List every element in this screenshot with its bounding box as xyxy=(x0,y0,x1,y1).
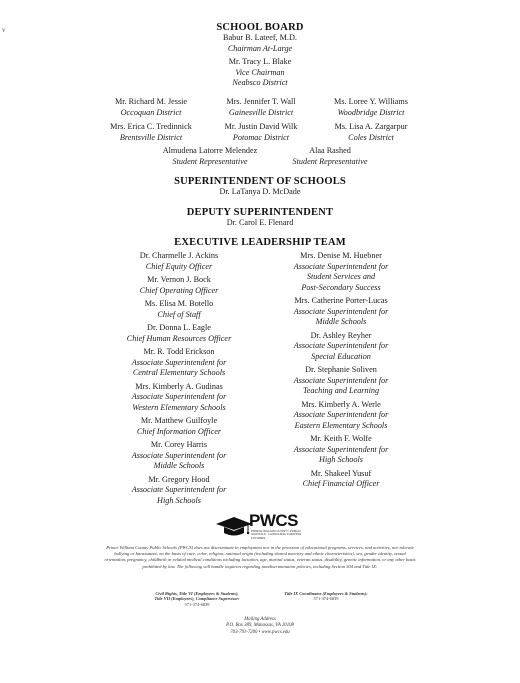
member-name: Ms. Loree Y. Williams xyxy=(334,97,408,106)
leader-entry xyxy=(124,299,234,320)
leader-title: Associate Superintendent for xyxy=(131,450,227,460)
leader-entry xyxy=(124,416,234,437)
board-row-2 xyxy=(96,122,426,143)
leader-name: Ms. Elisa M. Botello xyxy=(144,299,214,308)
title-ix-contact xyxy=(266,591,386,602)
leader-entry xyxy=(124,251,234,272)
leader-title: Associate Superintendent for xyxy=(293,341,389,350)
leader-name: Dr. Charmelle J. Ackins xyxy=(139,251,219,260)
board-member xyxy=(96,97,206,118)
leader-name: Dr. Ashley Reyher xyxy=(310,330,372,340)
executive-right-column xyxy=(286,251,396,493)
leader-entry xyxy=(286,365,396,397)
chair-name: Babur B. Lateef, M.D. xyxy=(223,33,297,42)
leader-entry xyxy=(286,251,396,293)
leader-entry xyxy=(286,469,396,490)
board-member xyxy=(316,122,426,143)
leader-name: Mr. Shakeel Yusuf xyxy=(310,468,372,478)
leader-title: Associate Superintendent for xyxy=(293,410,389,419)
superintendent-block xyxy=(0,176,520,198)
executive-left-column xyxy=(124,251,234,509)
member-district: Occoquan District xyxy=(120,107,182,117)
superintendent-name: Dr. LaTanya D. McDade xyxy=(219,187,301,196)
vice-chair-name: Mr. Tracy L. Blake xyxy=(228,57,292,66)
corner-mark: v xyxy=(2,26,6,34)
leader-entry xyxy=(124,440,234,472)
school-board-header-block xyxy=(0,22,520,89)
member-name: Mr. Richard M. Jessie xyxy=(114,97,188,106)
leader-entry xyxy=(124,475,234,507)
vice-chair-district: Neabsco District xyxy=(232,78,288,87)
mailing-line-1: P.O. Box 389, Manassas, VA 20108 xyxy=(226,623,294,629)
contact-phone: 571-374-6839 xyxy=(184,601,210,607)
student-rep xyxy=(150,146,270,167)
vice-chair-title: Vice Chairman xyxy=(235,67,285,77)
contact-title: Title IX Coordinator (Employees & Students): xyxy=(284,591,368,596)
leader-title: Associate Superintendent for xyxy=(131,357,227,367)
student-name: Alaa Rashed xyxy=(309,146,351,155)
leader-title: Associate Superintendent for xyxy=(293,306,389,316)
student-title: Student Representative xyxy=(172,156,248,166)
leader-name: Mr. Keith F. Wolfe xyxy=(310,434,372,443)
leader-title: High Schools xyxy=(157,495,201,505)
leader-name: Mrs. Denise M. Huebner xyxy=(300,251,382,260)
executive-heading-block xyxy=(0,237,520,248)
member-name: Mrs. Jennifer T. Wall xyxy=(226,97,296,106)
leader-entry xyxy=(124,382,234,414)
nondiscrimination-statement: Prince William County Public Schools (PWCS) does not discriminate in employment nor in the provision of educational programs, services, and activities, nor tolerate bullying or harassment, on the basis of race, color, religion, national origin (including shared ancestry and ethnic characteristics), sex, gender identity, sexual orientation, pregnancy, childbirth or related medical conditions including lactation, age, marital status, veteran status, disability, genetic information, or any other basis prohibited by law. The following will handle inquiries regarding nondiscrimination policies, including Section 504 and Title IX: xyxy=(104,545,416,569)
leader-entry xyxy=(286,434,396,466)
board-member xyxy=(206,122,316,143)
leader-name: Mr. Vernon J. Bock xyxy=(147,275,211,284)
leader-name: Mrs. Kimberly A. Werle xyxy=(301,399,381,409)
member-name: Mrs. Erica C. Tredinnick xyxy=(110,122,192,131)
member-district: Potomac District xyxy=(232,132,290,142)
board-member xyxy=(206,97,316,118)
school-board-heading: SCHOOL BOARD xyxy=(216,22,304,33)
executive-heading: EXECUTIVE LEADERSHIP TEAM xyxy=(174,237,346,248)
leader-title: High Schools xyxy=(319,455,363,464)
leader-title: Associate Superintendent for xyxy=(131,392,227,401)
leader-name: Mr. Gregory Hood xyxy=(148,474,210,484)
mailing-label: Mailing Address xyxy=(244,617,276,622)
leader-name: Mrs. Kimberly A. Gudinas xyxy=(135,381,223,391)
pwcs-logo-subtitle: PRINCE WILLIAM COUNTY PUBLIC SCHOOLS · LAUNCHING THRIVING FUTURES xyxy=(251,529,302,540)
student-title: Student Representative xyxy=(292,156,368,166)
member-name: Ms. Lisa A. Zargarpur xyxy=(334,122,408,131)
student-name: Almudena Latorre Melendez xyxy=(162,146,258,155)
board-member xyxy=(316,97,426,118)
leader-name: Mr. Corey Harris xyxy=(150,440,208,449)
leader-entry xyxy=(286,296,396,328)
mailing-line-2: 703-791-7200 • www.pwcs.edu xyxy=(230,629,290,635)
civil-rights-contact xyxy=(132,591,262,607)
deputy-heading: DEPUTY SUPERINTENDENT xyxy=(186,207,334,218)
leader-name: Mrs. Catherine Porter-Lucas xyxy=(294,296,388,305)
leader-title: Eastern Elementary Schools xyxy=(294,420,388,430)
mailing-address xyxy=(190,617,330,636)
leader-entry xyxy=(286,331,396,363)
member-district: Coles District xyxy=(348,132,394,142)
leader-title: Chief Human Resources Officer xyxy=(126,333,232,343)
leader-title: Chief of Staff xyxy=(157,309,201,319)
leader-entry xyxy=(124,347,234,379)
leader-name: Dr. Donna L. Eagle xyxy=(147,323,211,332)
leader-title: Student Services and xyxy=(306,272,376,281)
leader-title: Central Elementary Schools xyxy=(132,368,226,377)
deputy-block xyxy=(0,207,520,229)
student-representatives xyxy=(150,146,390,167)
deputy-name: Dr. Carol E. Flenard xyxy=(226,218,294,227)
leader-title: Middle Schools xyxy=(153,461,205,470)
board-row-1 xyxy=(96,97,426,118)
member-name: Mr. Justin David Wilk xyxy=(224,122,298,131)
leader-title: Chief Equity Officer xyxy=(145,261,213,271)
contact-title: Title VII (Employees), Compliance Supervisor: xyxy=(154,596,240,602)
leader-title: Special Education xyxy=(311,351,371,361)
member-district: Gainesville District xyxy=(228,107,294,117)
leader-title: Associate Superintendent for xyxy=(293,261,389,271)
leader-title: Associate Superintendent for xyxy=(293,444,389,454)
leader-entry xyxy=(286,400,396,432)
contact-phone: 571-374-6839 xyxy=(313,596,339,602)
leader-title: Middle Schools xyxy=(315,317,367,326)
leader-name: Mr. Matthew Guilfoyle xyxy=(140,416,218,425)
student-rep xyxy=(270,146,390,167)
leader-entry xyxy=(124,275,234,296)
leader-title: Post-Secondary Success xyxy=(301,282,381,292)
leader-name: Dr. Stephanie Soliven xyxy=(305,365,377,374)
leader-title: Associate Superintendent for xyxy=(131,485,227,494)
superintendent-heading: SUPERINTENDENT OF SCHOOLS xyxy=(174,176,346,187)
leader-title: Western Elementary Schools xyxy=(132,402,226,412)
leader-title: Chief Operating Officer xyxy=(139,285,219,295)
leader-title: Associate Superintendent for xyxy=(293,375,389,385)
contact-title: Civil Rights, Title VI (Employees & Students), xyxy=(155,591,239,596)
board-member xyxy=(96,122,206,143)
leader-name: Mr. R. Todd Erickson xyxy=(143,347,215,356)
leader-entry xyxy=(124,323,234,344)
leader-title: Chief Information Officer xyxy=(136,426,222,436)
member-district: Woodbridge District xyxy=(337,107,405,117)
pwcs-logo-text: PWCS xyxy=(249,511,298,530)
member-district: Brentsville District xyxy=(119,132,183,142)
chair-title: Chairman At-Large xyxy=(227,43,293,53)
leader-title: Chief Financial Officer xyxy=(302,479,380,488)
leader-title: Teaching and Learning xyxy=(302,386,380,395)
